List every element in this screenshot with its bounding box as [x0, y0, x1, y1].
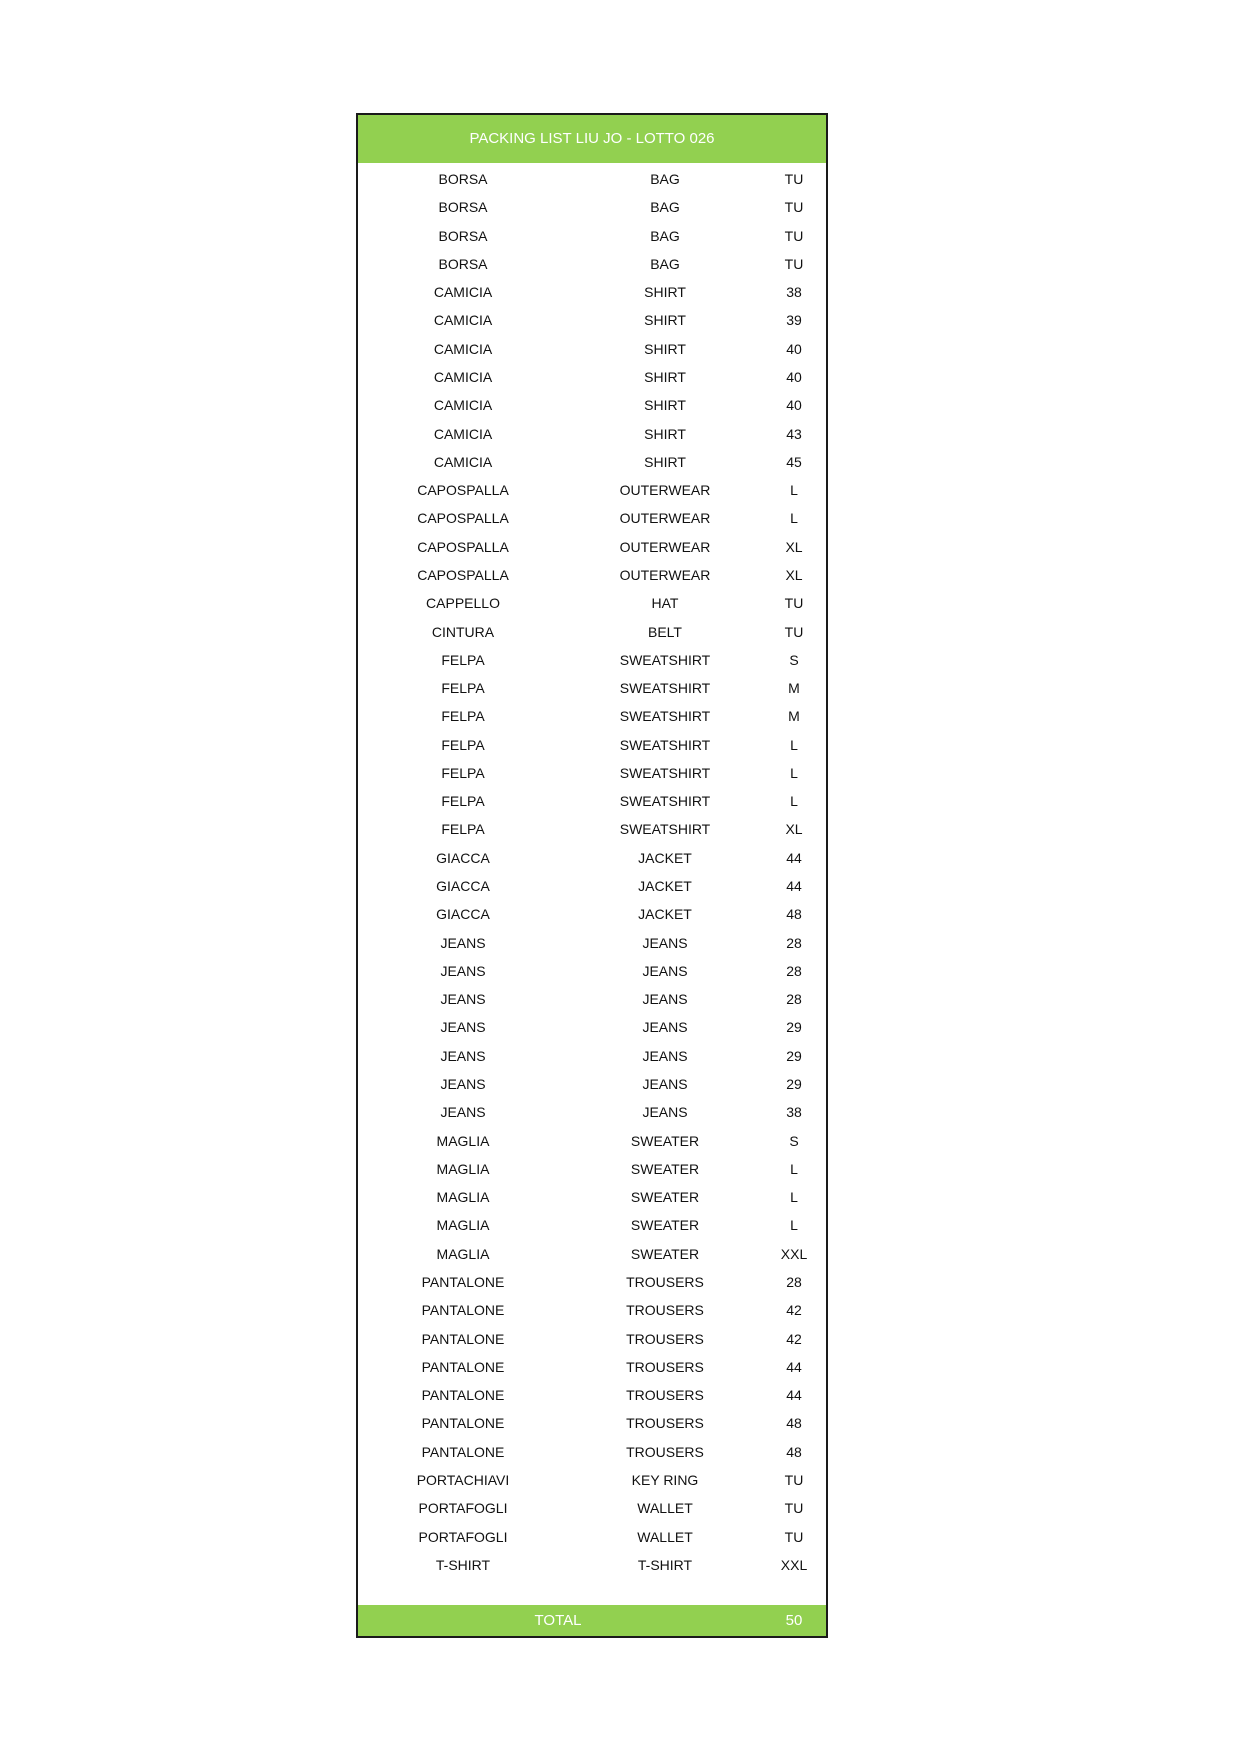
item-size: 48: [786, 906, 802, 923]
item-name-en: BAG: [650, 199, 680, 216]
item-size: TU: [784, 227, 804, 244]
table-body: [358, 165, 826, 1579]
item-size: 42: [786, 1302, 802, 1319]
item-name-en: BAG: [650, 171, 680, 187]
table-row: [358, 1438, 826, 1466]
table-row: [358, 1466, 826, 1494]
item-name-en: SHIRT: [644, 340, 686, 357]
item-name-it: GIACCA: [436, 906, 490, 923]
item-size: XXL: [780, 1245, 808, 1262]
item-name-en: JEANS: [642, 1076, 688, 1092]
table-row: [358, 1098, 826, 1126]
item-name-it: PORTAFOGLI: [418, 1500, 508, 1517]
table-row: [358, 222, 826, 250]
item-size: 43: [786, 425, 802, 442]
item-size: 40: [786, 340, 802, 357]
item-name-en: SWEATSHIRT: [619, 764, 711, 781]
item-name-en: BAG: [650, 227, 680, 244]
table-row: [358, 674, 826, 702]
item-name-it: CAMICIA: [433, 312, 493, 329]
item-name-en: TROUSERS: [626, 1443, 704, 1460]
item-name-it: T-SHIRT: [435, 1556, 491, 1573]
item-name-it: MAGLIA: [436, 1160, 490, 1177]
item-size: TU: [784, 255, 804, 272]
item-name-it: JEANS: [440, 1104, 486, 1121]
item-name-en: KEY RING: [631, 1471, 699, 1488]
item-size: 44: [786, 1358, 802, 1375]
item-name-en: TROUSERS: [626, 1415, 704, 1432]
item-size: 38: [786, 284, 802, 301]
item-size: L: [790, 736, 798, 753]
table-row: [358, 278, 826, 306]
table-row: [358, 1409, 826, 1437]
item-size: XL: [785, 821, 803, 838]
table-row: [358, 1070, 826, 1098]
item-size: L: [790, 482, 798, 499]
item-name-it: JEANS: [440, 991, 486, 1008]
item-name-it: PANTALONE: [421, 1443, 505, 1460]
item-name-en: TROUSERS: [626, 1302, 704, 1319]
item-name-it: MAGLIA: [436, 1189, 490, 1206]
table-row: [358, 872, 826, 900]
table-row: [358, 391, 826, 419]
item-name-it: CAPOSPALLA: [417, 566, 509, 583]
item-size: L: [790, 1189, 798, 1206]
item-name-it: PANTALONE: [421, 1330, 505, 1347]
item-name-en: WALLET: [637, 1500, 693, 1517]
item-size: 48: [786, 1443, 802, 1460]
item-size: M: [788, 708, 800, 725]
item-size: S: [789, 651, 799, 668]
item-size: 29: [786, 1019, 802, 1036]
item-size: 28: [786, 991, 802, 1008]
item-name-it: FELPA: [441, 708, 485, 725]
item-name-en: SHIRT: [644, 453, 686, 470]
table-row: [358, 448, 826, 476]
item-name-it: CAMICIA: [433, 368, 493, 385]
table-row: [358, 589, 826, 617]
table-row: [358, 618, 826, 646]
item-name-en: SWEATER: [630, 1189, 700, 1206]
table-row: [358, 1268, 826, 1296]
item-name-en: SHIRT: [644, 312, 686, 329]
table-row: [358, 929, 826, 957]
item-name-en: BAG: [650, 255, 680, 272]
total-label: TOTAL: [534, 1612, 582, 1629]
item-size: TU: [784, 199, 804, 216]
item-name-en: JEANS: [642, 1047, 688, 1064]
item-size: L: [790, 1217, 798, 1234]
table-row: [358, 759, 826, 787]
item-name-it: MAGLIA: [436, 1217, 490, 1234]
item-name-it: CINTURA: [431, 623, 495, 640]
item-name-it: JEANS: [440, 1019, 486, 1036]
item-name-en: JACKET: [638, 849, 692, 866]
item-name-en: SWEATER: [630, 1132, 700, 1149]
item-size: M: [788, 680, 800, 697]
item-name-en: JEANS: [642, 1104, 688, 1121]
item-name-it: JEANS: [440, 1076, 486, 1092]
item-name-en: JACKET: [638, 906, 692, 923]
item-name-it: BORSA: [438, 255, 488, 272]
table-row: [358, 787, 826, 815]
item-name-it: CAPOSPALLA: [417, 482, 509, 499]
item-name-en: JEANS: [642, 1019, 688, 1036]
item-size: 42: [786, 1330, 802, 1347]
item-size: L: [790, 510, 798, 527]
table-row: [358, 844, 826, 872]
item-name-en: SHIRT: [644, 425, 686, 442]
table-row: [358, 335, 826, 363]
item-size: TU: [784, 1528, 804, 1545]
item-name-en: WALLET: [637, 1528, 693, 1545]
table-row: [358, 476, 826, 504]
item-name-it: CAPOSPALLA: [417, 510, 509, 527]
item-name-it: PORTAFOGLI: [418, 1528, 508, 1545]
item-name-en: HAT: [651, 595, 679, 612]
item-name-it: GIACCA: [436, 849, 490, 866]
item-name-it: FELPA: [441, 651, 485, 668]
table-row: [358, 1127, 826, 1155]
item-size: TU: [784, 595, 804, 612]
item-size: 28: [786, 962, 802, 979]
item-size: 29: [786, 1076, 802, 1092]
item-name-it: PANTALONE: [421, 1273, 505, 1290]
table-title: PACKING LIST LIU JO - LOTTO 026: [358, 115, 826, 163]
table-row: [358, 1211, 826, 1239]
item-size: 29: [786, 1047, 802, 1064]
item-size: 28: [786, 934, 802, 951]
item-name-en: SHIRT: [644, 284, 686, 301]
item-size: 45: [786, 453, 802, 470]
item-name-en: T-SHIRT: [637, 1556, 693, 1573]
table-row: [358, 702, 826, 730]
item-name-en: SWEATER: [630, 1160, 700, 1177]
item-name-it: CAMICIA: [433, 397, 493, 414]
table-row: [358, 165, 826, 193]
item-size: TU: [784, 1500, 804, 1517]
table-row: [358, 1013, 826, 1041]
table-row: [358, 815, 826, 843]
item-name-it: PANTALONE: [421, 1358, 505, 1375]
item-size: TU: [784, 1471, 804, 1488]
item-name-en: SWEATSHIRT: [619, 708, 711, 725]
item-name-en: SHIRT: [644, 397, 686, 414]
table-row: [358, 363, 826, 391]
total-value: 50: [785, 1612, 803, 1629]
item-size: L: [790, 793, 798, 810]
item-name-it: CAMICIA: [433, 340, 493, 357]
item-size: 44: [786, 849, 802, 866]
item-name-en: OUTERWEAR: [619, 510, 711, 527]
item-name-it: FELPA: [441, 680, 485, 697]
table-row: [358, 1353, 826, 1381]
item-name-en: OUTERWEAR: [619, 538, 711, 555]
item-name-en: SWEATSHIRT: [619, 736, 711, 753]
item-name-it: JEANS: [440, 934, 486, 951]
item-name-en: TROUSERS: [626, 1330, 704, 1347]
item-name-en: JEANS: [642, 962, 688, 979]
item-name-it: PORTACHIAVI: [416, 1471, 510, 1488]
table-row: [358, 1494, 826, 1522]
table-row: [358, 731, 826, 759]
table-row: [358, 1296, 826, 1324]
item-size: L: [790, 764, 798, 781]
item-name-it: CAMICIA: [433, 425, 493, 442]
item-size: 39: [786, 312, 802, 329]
item-name-en: SHIRT: [644, 368, 686, 385]
item-name-en: JEANS: [642, 934, 688, 951]
item-name-en: TROUSERS: [626, 1387, 704, 1404]
item-name-en: JEANS: [642, 991, 688, 1008]
item-size: L: [790, 1160, 798, 1177]
table-row: [358, 533, 826, 561]
item-name-en: SWEATSHIRT: [619, 793, 711, 810]
table-row: [358, 250, 826, 278]
item-name-en: OUTERWEAR: [619, 482, 711, 499]
item-name-en: SWEATSHIRT: [619, 651, 711, 668]
table-row: [358, 1183, 826, 1211]
item-size: TU: [784, 171, 804, 187]
item-name-it: FELPA: [441, 821, 485, 838]
item-size: 44: [786, 878, 802, 895]
item-name-it: MAGLIA: [436, 1245, 490, 1262]
item-name-it: PANTALONE: [421, 1302, 505, 1319]
item-size: 28: [786, 1273, 802, 1290]
item-name-it: CAMICIA: [433, 453, 493, 470]
item-name-it: FELPA: [441, 764, 485, 781]
item-size: TU: [784, 623, 804, 640]
item-size: 48: [786, 1415, 802, 1432]
item-size: XXL: [780, 1556, 808, 1573]
table-row: [358, 900, 826, 928]
item-name-it: FELPA: [441, 793, 485, 810]
table-row: [358, 1551, 826, 1579]
item-name-en: TROUSERS: [626, 1273, 704, 1290]
item-size: 40: [786, 397, 802, 414]
item-name-it: BORSA: [438, 227, 488, 244]
item-name-it: CAPPELLO: [426, 595, 500, 612]
item-name-it: PANTALONE: [421, 1415, 505, 1432]
table-row: [358, 1325, 826, 1353]
item-size: XL: [785, 538, 803, 555]
table-row: [358, 957, 826, 985]
item-name-en: TROUSERS: [626, 1358, 704, 1375]
item-size: S: [789, 1132, 799, 1149]
table-row: [358, 306, 826, 334]
item-name-it: CAMICIA: [433, 284, 493, 301]
item-name-it: GIACCA: [436, 878, 490, 895]
item-name-en: SWEATSHIRT: [619, 821, 711, 838]
item-name-en: SWEATER: [630, 1217, 700, 1234]
item-size: 38: [786, 1104, 802, 1121]
item-name-it: PANTALONE: [421, 1387, 505, 1404]
table-row: [358, 1240, 826, 1268]
table-row: [358, 1155, 826, 1183]
item-name-en: SWEATSHIRT: [619, 680, 711, 697]
item-name-it: FELPA: [441, 736, 485, 753]
item-name-it: BORSA: [438, 171, 488, 187]
table-row: [358, 646, 826, 674]
item-name-it: JEANS: [440, 962, 486, 979]
table-row: [358, 193, 826, 221]
table-footer: [358, 1605, 826, 1636]
table-row: [358, 1381, 826, 1409]
item-size: 44: [786, 1387, 802, 1404]
item-name-it: JEANS: [440, 1047, 486, 1064]
item-name-en: SWEATER: [630, 1245, 700, 1262]
packing-list-table: [356, 113, 828, 1638]
item-name-en: BELT: [648, 623, 682, 640]
table-row: [358, 1523, 826, 1551]
item-size: 40: [786, 368, 802, 385]
item-name-en: OUTERWEAR: [619, 566, 711, 583]
table-row: [358, 504, 826, 532]
item-name-en: JACKET: [638, 878, 692, 895]
table-row: [358, 561, 826, 589]
item-size: XL: [785, 566, 803, 583]
item-name-it: CAPOSPALLA: [417, 538, 509, 555]
table-row: [358, 420, 826, 448]
item-name-it: MAGLIA: [436, 1132, 490, 1149]
item-name-it: BORSA: [438, 199, 488, 216]
table-row: [358, 985, 826, 1013]
table-row: [358, 1042, 826, 1070]
